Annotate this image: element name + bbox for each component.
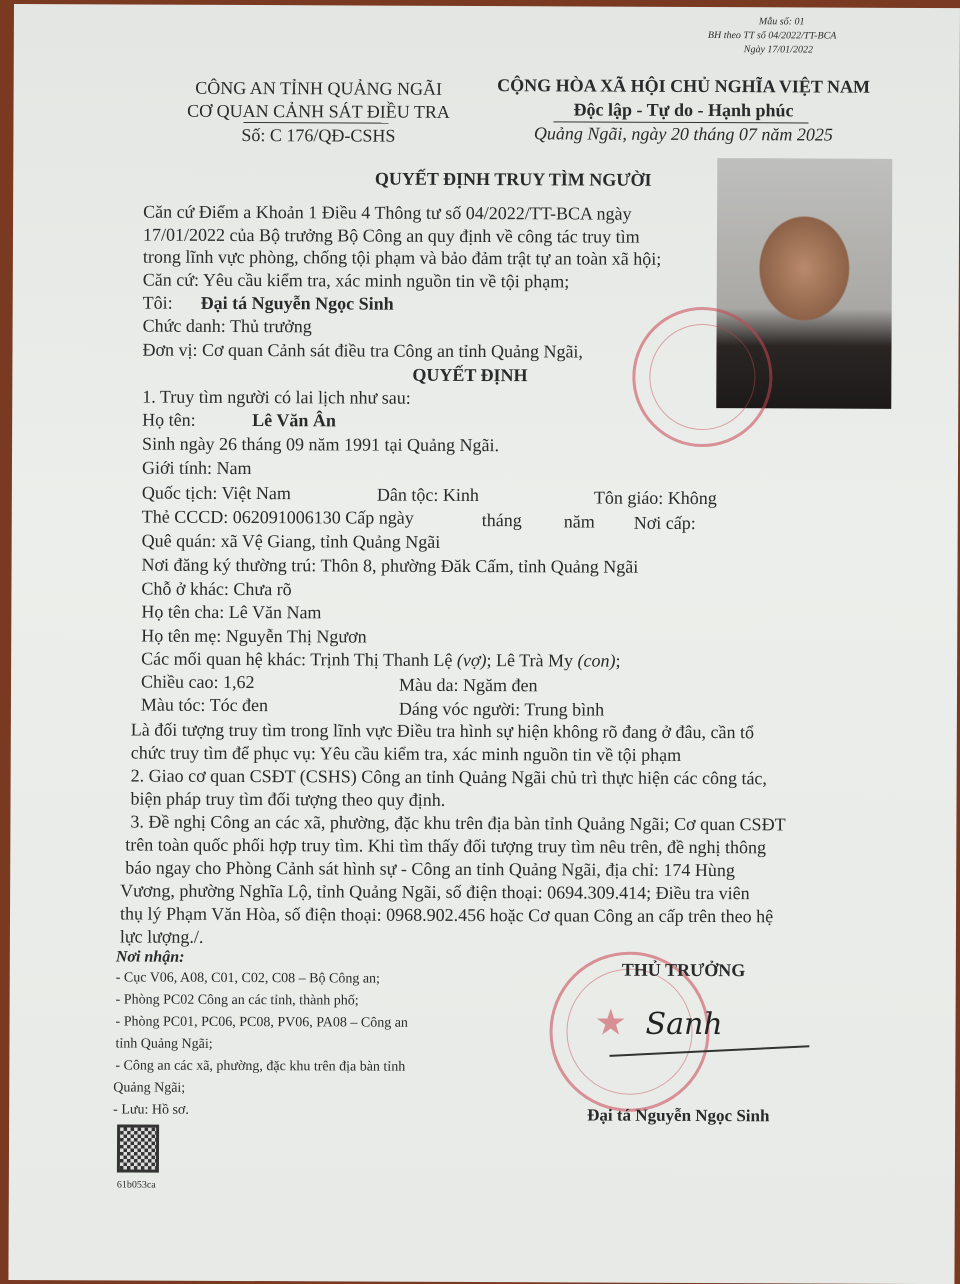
qr-code-text: 61b053ca: [116, 1179, 156, 1191]
permanent-residence: Nơi đăng ký thường trú: Thôn 8, phường Đăk Cấm, tỉnh Quảng Ngãi: [141, 554, 639, 577]
body-line: chức truy tìm để phục vụ: Yêu cầu kiểm tra, xác minh nguồn tin về tội phạm: [130, 742, 682, 765]
body-line: 3. Đề nghị Công an các xã, phường, đặc khu trên địa bàn tỉnh Quảng Ngãi; Cơ quan CSĐT: [130, 811, 786, 835]
recipient-line: - Phòng PC01, PC06, PC08, PV06, PA08 – Công an: [115, 1014, 408, 1031]
relations-text: Các mối quan hệ khác: Trịnh Thị Thanh Lệ: [141, 648, 457, 670]
recipient-line: Quảng Ngãi;: [113, 1080, 186, 1096]
document-number: Số: C 176/QĐ-CSHS: [241, 124, 396, 146]
body-line: biện pháp truy tìm đối tượng theo quy định.: [130, 788, 446, 810]
form-number: Mẫu số: 01: [758, 16, 805, 28]
document-page: [8, 4, 960, 1284]
suspect-name: Lê Văn Ân: [252, 410, 336, 431]
build: Dáng vóc người: Trung bình: [398, 698, 605, 720]
document-title: QUYẾT ĐỊNH TRUY TÌM NGƯỜI: [374, 168, 652, 190]
agency-name: CƠ QUAN CẢNH SÁT ĐIỀU TRA: [187, 100, 450, 122]
recipient-line: - Phòng PC02 Công an các tỉnh, thành phố;: [115, 992, 359, 1009]
preamble-line: Căn cứ Điểm a Khoản 1 Điều 4 Thông tư số 04/2022/TT-BCA ngày: [143, 201, 632, 224]
preamble-line: 17/01/2022 của Bộ trưởng Bộ Công an quy định về công tác truy tìm: [142, 224, 640, 247]
hair-color: Màu tóc: Tóc đen: [140, 694, 269, 716]
relations-text: ;: [615, 650, 621, 671]
height: Chiều cao: 1,62: [141, 671, 255, 693]
gender: Giới tính: Nam: [141, 457, 252, 479]
other-residence: Chỗ ở khác: Chưa rõ: [141, 578, 292, 600]
body-line: Là đối tượng truy tìm trong lĩnh vực Điều tra hình sự hiện không rõ đang ở đâu, cần tổ: [130, 719, 755, 743]
recipients-label: Nơi nhận:: [115, 948, 185, 966]
section-1: 1. Truy tìm người có lai lịch như sau:: [142, 386, 411, 408]
mother-name: Họ tên mẹ: Nguyễn Thị Ngươn: [141, 625, 367, 647]
skin-color: Màu da: Ngăm đen: [398, 674, 538, 696]
body-line: lực lượng./.: [119, 926, 204, 947]
body-line: Vương, phường Nghĩa Lộ, tỉnh Quảng Ngãi, số điện thoại: 0694.309.414; Điều tra viên: [120, 880, 750, 904]
form-basis: BH theo TT số 04/2022/TT-BCA: [707, 30, 837, 42]
recipient-line: tỉnh Quảng Ngãi;: [115, 1036, 213, 1052]
decision-heading: QUYẾT ĐỊNH: [412, 364, 528, 386]
nationality: Quốc tịch: Việt Nam: [141, 482, 291, 504]
form-date: Ngày 17/01/2022: [743, 44, 814, 56]
recipient-line: - Công an các xã, phường, đặc khu trên địa bàn tỉnh: [115, 1058, 406, 1075]
id-issue-place: Nơi cấp:: [633, 512, 696, 533]
relation-wife: (vợ): [456, 649, 487, 671]
id-month: tháng: [481, 510, 522, 531]
body-line: 2. Giao cơ quan CSĐT (CSHS) Công an tỉnh Quảng Ngãi chủ trì thực hiện các công tác,: [130, 765, 768, 789]
issuer-name: Đại tá Nguyễn Ngọc Sinh: [200, 292, 394, 314]
star-emblem-icon: ★: [594, 1002, 627, 1043]
birth-info: Sinh ngày 26 tháng 09 năm 1991 tại Quảng Ngãi.: [142, 433, 500, 456]
preamble-line: trong lĩnh vực phòng, chống tội phạm và bảo đảm trật tự an toàn xã hội;: [142, 246, 662, 269]
relations-text: ; Lê Trà My: [486, 650, 578, 671]
national-title: CỘNG HÒA XÃ HỘI CHỦ NGHĨA VIỆT NAM: [497, 75, 871, 97]
issuer-label: Tôi:: [142, 292, 173, 313]
national-motto: Độc lập - Tự do - Hạnh phúc: [573, 99, 794, 121]
place-date: Quảng Ngãi, ngày 20 tháng 07 năm 2025: [533, 123, 833, 145]
signature: Sanh: [645, 1006, 723, 1043]
signer-title: THỦ TRƯỞNG: [621, 959, 746, 981]
body-line: thụ lý Phạm Văn Hòa, số điện thoại: 0968.902.456 hoặc Cơ quan Công an cấp trên theo hệ: [119, 903, 774, 927]
agency-parent: CÔNG AN TỈNH QUẢNG NGÃI: [195, 77, 443, 99]
preamble-line: Căn cứ: Yêu cầu kiểm tra, xác minh nguồn tin về tội phạm;: [142, 269, 570, 292]
recipient-line: - Cục V06, A08, C01, C02, C08 – Bộ Công an;: [115, 970, 380, 987]
religion: Tôn giáo: Không: [593, 487, 717, 509]
official-stamp: [632, 307, 773, 448]
father-name: Họ tên cha: Lê Văn Nam: [141, 601, 322, 623]
ethnicity: Dân tộc: Kinh: [376, 484, 479, 506]
recipient-line: - Lưu: Hồ sơ.: [113, 1102, 189, 1118]
hometown: Quê quán: xã Vệ Giang, tỉnh Quảng Ngãi: [141, 530, 441, 552]
id-year: năm: [563, 511, 595, 532]
body-line: trên toàn quốc phối hợp truy tìm. Khi tìm thấy đối tượng truy tìm nêu trên, đề nghị thông: [125, 834, 767, 858]
issuer-title: Chức danh: Thủ trưởng: [142, 315, 312, 337]
name-label: Họ tên:: [142, 409, 196, 430]
issuer-unit: Đơn vị: Cơ quan Cảnh sát điều tra Công an tỉnh Quảng Ngãi,: [142, 339, 584, 362]
relations: [141, 648, 620, 672]
id-card: Thẻ CCCD: 062091006130 Cấp ngày: [141, 506, 414, 528]
qr-code: [117, 1124, 159, 1172]
relation-child: (con): [577, 650, 616, 671]
signer-name: Đại tá Nguyễn Ngọc Sinh: [587, 1105, 770, 1126]
body-line: báo ngay cho Phòng Cảnh sát hình sự - Công an tỉnh Quảng Ngãi, địa chỉ: 174 Hùng: [125, 857, 735, 881]
